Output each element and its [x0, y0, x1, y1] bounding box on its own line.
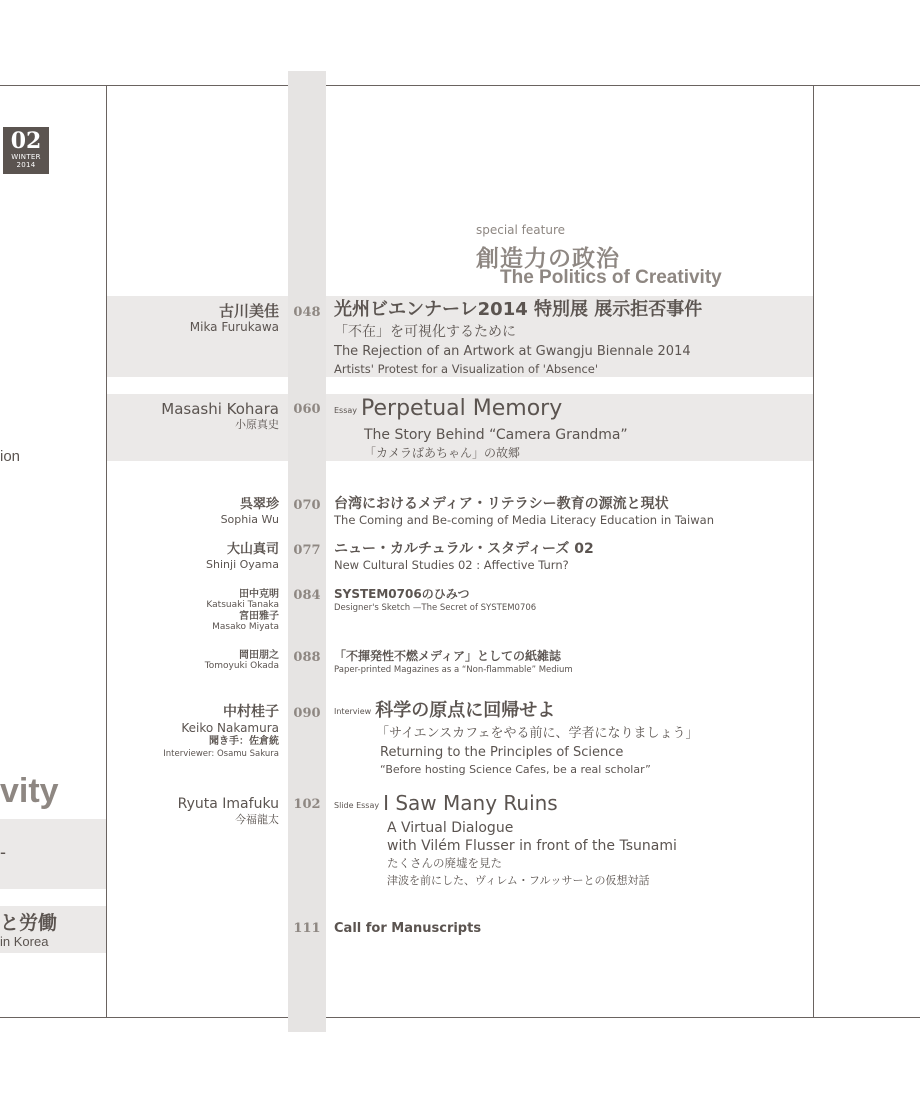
author-name-jp: 田中克明 [239, 589, 279, 600]
entry-subtitle: Paper-printed Magazines as a “Non-flammable” Medium [334, 665, 573, 675]
author-block [163, 704, 279, 760]
author-name-jp: 今福龍太 [235, 813, 279, 826]
left-fragment-dash: - [0, 842, 6, 862]
page-number: 060 [293, 402, 321, 417]
entry-title: 台湾におけるメディア・リテラシー教育の源流と現状 [334, 496, 669, 512]
author-block [221, 497, 279, 527]
toc-entry-090[interactable] [334, 698, 699, 777]
entry-title: I Saw Many Ruins [383, 791, 558, 815]
entry-label: Slide Essay [334, 800, 380, 810]
author-block [178, 796, 279, 827]
author-name-en: Tomoyuki Okada [204, 661, 279, 671]
author-name-en: Mika Furukawa [189, 320, 279, 334]
page-number: 084 [293, 588, 321, 603]
entry-title: 科学の原点に回帰せよ [375, 700, 556, 721]
toc-entry-048[interactable] [334, 298, 702, 377]
left-fragment-vity: vity [0, 772, 59, 810]
author-block [206, 542, 279, 572]
entry-subtitle-2: with Vilém Flusser in front of the Tsunami [387, 837, 677, 854]
page-number: 070 [293, 498, 321, 513]
entry-subtitle: Designer's Sketch —The Secret of SYSTEM0706 [334, 603, 537, 613]
author-name-jp: 岡田朋之 [239, 650, 279, 661]
bottom-rule [0, 1017, 920, 1018]
left-page-band-1 [0, 819, 106, 889]
toc-entry-102[interactable] [334, 790, 677, 889]
entry-title: ニュー・カルチュラル・スタディーズ 02 [334, 541, 594, 557]
toc-entry-077[interactable] [334, 540, 594, 573]
author-name-jp: 呉翠珍 [239, 497, 279, 512]
entry-title: Perpetual Memory [361, 396, 563, 421]
toc-entry-088[interactable] [334, 648, 573, 676]
entry-subtitle-jp-2: 津波を前にした、ヴィレム・フルッサーとの仮想対話 [387, 873, 650, 887]
entry-label: Interview [334, 707, 372, 716]
page-number: 102 [293, 797, 321, 812]
entry-title: 光州ビエンナーレ2014 特別展 展示拒否事件 [334, 299, 703, 320]
author-name-en: Sophia Wu [220, 513, 279, 526]
entry-subtitle: The Story Behind “Camera Grandma” [364, 426, 628, 443]
page-number: 048 [293, 305, 321, 320]
entry-subtitle-en: The Rejection of an Artwork at Gwangju Biennale 2014 [334, 344, 691, 359]
entry-title: SYSTEM0706のひみつ [334, 587, 470, 601]
page-number: 077 [293, 543, 321, 558]
issue-year: 2014 [16, 161, 36, 169]
author-block [161, 400, 279, 432]
entry-subtitle: 「不在」を可視化するために [334, 324, 516, 340]
interviewer-jp: 聞き手：佐倉統 [209, 736, 279, 747]
page-number: 111 [293, 921, 321, 936]
toc-entry-084[interactable] [334, 586, 536, 614]
entry-subtitle-en: Returning to the Principles of Science [380, 745, 624, 760]
entry-subtitle: The Coming and Be-coming of Media Literacy Education in Taiwan [334, 513, 714, 527]
author-name-jp: 大山真司 [226, 542, 279, 557]
right-divider [813, 85, 814, 1018]
top-rule [0, 85, 920, 86]
entry-title: 「不揮発性不燃メディア」としての紙雑誌 [334, 649, 562, 663]
author-block [190, 302, 279, 334]
author2-name-jp: 宮田雅子 [239, 611, 279, 622]
author-block [205, 650, 279, 672]
author-name-en: Keiko Nakamura [181, 721, 279, 735]
special-feature-title-jp: 創造力の政治 [476, 246, 620, 272]
issue-number: 02 [10, 128, 42, 154]
entry-subtitle: A Virtual Dialogue [387, 819, 514, 836]
author-name-jp: 中村桂子 [223, 704, 279, 720]
toc-entry-070[interactable] [334, 495, 714, 528]
author-block [206, 589, 279, 633]
entry-subtitle-en-2: Artists' Protest for a Visualization of 'Absence' [334, 362, 599, 376]
left-divider [106, 85, 107, 1018]
left-fragment-ion: ion [0, 448, 21, 465]
special-feature-title-en: The Politics of Creativity [500, 267, 722, 288]
author-name-jp: 古川美佳 [218, 302, 279, 320]
entry-title: Call for Manuscripts [334, 921, 482, 936]
entry-subtitle-jp: 「カメラばあちゃん」の故郷 [364, 445, 521, 460]
special-feature-label: special feature [476, 223, 566, 237]
entry-subtitle-en-2: “Before hosting Science Cafes, be a real scholar” [380, 763, 651, 776]
interviewer-en: Interviewer: Osamu Sakura [163, 749, 279, 759]
entry-subtitle-jp: 「サイエンスカフェをやる前に、学者になりましょう」 [376, 726, 699, 741]
left-fragment-labor: と労働 [0, 913, 58, 934]
page-number: 090 [293, 706, 321, 721]
author-name-en: Katsuaki Tanaka [206, 600, 279, 610]
entry-label: Essay [334, 405, 358, 415]
left-fragment-korea: in Korea [0, 934, 49, 949]
toc-entry-060[interactable] [334, 395, 628, 462]
author-name-jp: 小原真史 [235, 418, 279, 431]
issue-season: WINTER [11, 153, 41, 161]
entry-subtitle: New Cultural Studies 02 : Affective Turn? [334, 558, 569, 572]
toc-entry-111[interactable] [334, 920, 481, 938]
entry-subtitle-jp: たくさんの廃墟を見た [387, 855, 502, 870]
issue-badge [3, 127, 49, 174]
author-name-en: Masashi Kohara [161, 400, 279, 418]
page-number: 088 [293, 650, 321, 665]
author2-name-en: Masako Miyata [212, 622, 279, 632]
author-name-en: Shinji Oyama [206, 558, 279, 571]
author-name-en: Ryuta Imafuku [177, 796, 279, 812]
